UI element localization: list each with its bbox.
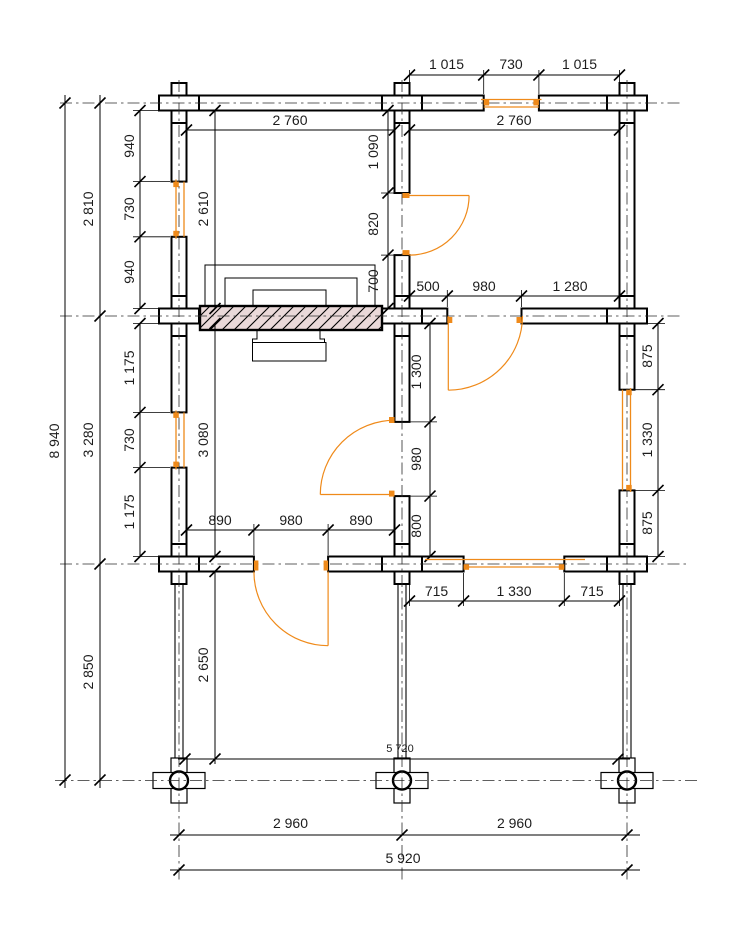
dimension-layer: [60, 70, 666, 876]
dim-label: 940: [121, 134, 137, 158]
dim-label: 980: [279, 512, 303, 528]
dim-label: 820: [365, 212, 381, 236]
dim-label: 715: [580, 583, 604, 599]
centerline-layer: [55, 80, 700, 880]
dim-label: 5 720: [386, 743, 414, 755]
dim-label: 890: [208, 512, 232, 528]
dim-label: 980: [472, 278, 496, 294]
dim-label: 715: [424, 583, 449, 599]
dim-label: 2 760: [272, 112, 308, 128]
dim-label: 2 850: [80, 654, 96, 690]
dim-label: 2 760: [496, 112, 532, 128]
dim-label: 1 090: [365, 134, 381, 170]
dim-label: 500: [416, 278, 440, 294]
dim-label: 2 960: [272, 815, 309, 831]
dim-label: 730: [121, 428, 137, 452]
dim-label: 2 610: [195, 191, 211, 227]
dim-label: 875: [639, 344, 655, 368]
dim-label: 1 015: [561, 56, 598, 72]
dim-label: 8 940: [46, 423, 62, 459]
door-swing-middle: [447, 316, 522, 390]
firebox: [253, 330, 325, 343]
dim-label: 940: [121, 260, 137, 284]
dim-label: 1 175: [121, 350, 137, 386]
door-swing-upper: [403, 193, 470, 255]
dim-label: 1 330: [639, 422, 655, 458]
masonry-hatch: [200, 306, 382, 330]
dim-label: 890: [349, 512, 373, 528]
dim-label: 2 960: [496, 815, 533, 831]
dim-label: 1 280: [552, 278, 588, 294]
dim-label: 730: [121, 197, 137, 221]
dim-label: 1 300: [408, 354, 424, 390]
dim-label: 3 080: [195, 422, 211, 458]
dim-label: 1 330: [496, 583, 532, 599]
door-swing-porch: [254, 561, 328, 646]
dim-label: 980: [408, 447, 424, 471]
dim-label: 5 920: [385, 850, 421, 866]
firebox-base: [253, 343, 327, 362]
door-swing-lower-left: [320, 417, 394, 497]
dim-label: 800: [408, 514, 424, 538]
dim-label: 2 650: [195, 647, 211, 683]
dim-label: 700: [365, 269, 381, 293]
dim-label: 875: [639, 511, 655, 535]
dim-label: 1 015: [428, 56, 465, 72]
dimension-labels: [46, 56, 655, 866]
dim-label: 3 280: [80, 422, 96, 458]
dim-label: 730: [499, 56, 523, 72]
fireplace-stove: [200, 265, 382, 361]
dim-label: 2 810: [80, 191, 96, 227]
dim-label: 1 175: [121, 494, 137, 530]
